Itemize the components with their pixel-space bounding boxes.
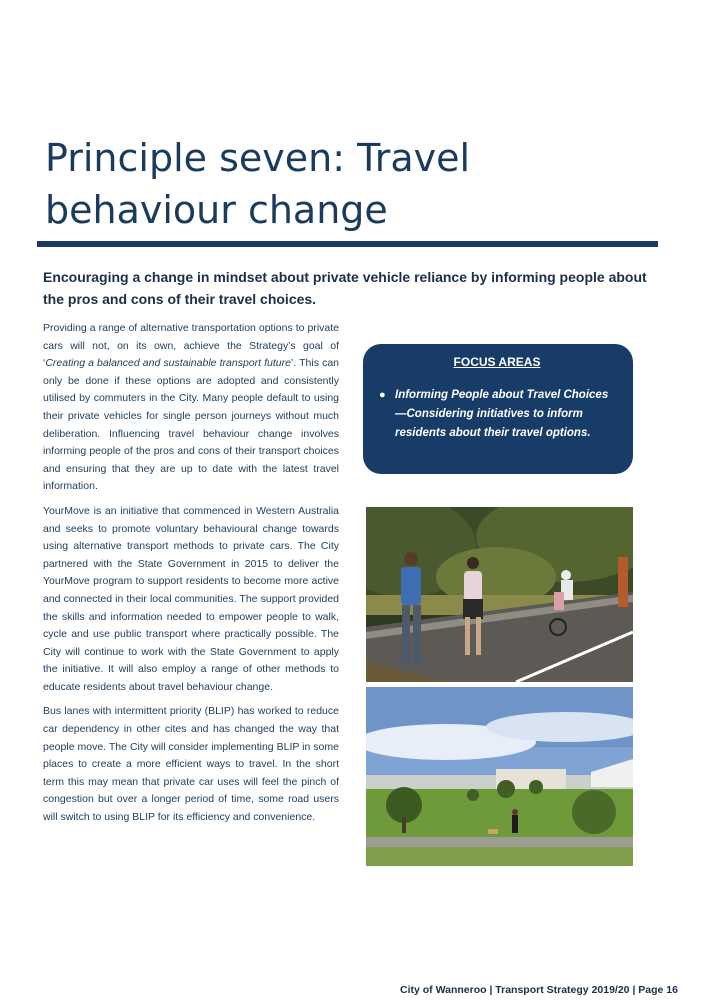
focus-area-item — [377, 386, 617, 443]
title-divider — [37, 241, 658, 247]
paragraph-1-text-end: ’. This can only be done if these options are adopted and consistently utilised by commuters in the City. Many people default to using their private vehicles for single person journeys without much deliberation. Influencing travel behaviour change involves informing people of the pros and cons of their transport choices and ensuring that they are up to date with the latest travel information. — [43, 357, 339, 493]
paragraph-1-text-start: Providing a range of alternative transportation options to private cars will not, on its own, achieve the Strategy’s goal of ‘ — [43, 322, 339, 370]
page-title: Principle seven: Travel behaviour change — [45, 136, 471, 232]
photo-park-with-trees — [366, 687, 633, 866]
focus-areas-title: FOCUS AREAS — [453, 355, 541, 369]
body-paragraph-1 — [43, 320, 339, 496]
strategy-goal-quote: Creating a balanced and sustainable transport future — [45, 357, 291, 370]
bullet-icon: ● — [379, 389, 386, 401]
page-footer: City of Wanneroo | Transport Strategy 2019/20 | Page 16 — [400, 984, 678, 996]
page-subtitle: Encouraging a change in mindset about private vehicle reliance by informing people about the pros and cons of their travel choices. — [43, 269, 647, 307]
body-text-column — [43, 320, 339, 834]
focus-area-text: Informing People about Travel Choices—Considering initiatives to inform residents about their travel options. — [395, 389, 609, 439]
body-paragraph-3: Bus lanes with intermittent priority (BLIP) has worked to reduce car dependency in other cites and has changed the way that people move. The City will consider implementing BLIP in some places to create a more efficient ways to travel. In the short term this may mean that private car uses will feel the pinch of congestion but over a longer period of time, some road users will switch to using BLIP for its efficiency and convenience. — [43, 705, 339, 824]
body-paragraph-2: YourMove is an initiative that commenced in Western Australia and seeks to promote voluntary behavioural change towards using alternative transport methods to private cars. The City partnered with the State Government in 2015 to deliver the YourMove program to support residents to become more active and connected in their local communities. The support provided the skills and information needed to empower people to walk, cycle and use public transport where practically possible. The City will continue to work with the State Government to apply the initiative. It will also employ a range of other methods to educate residents about travel behaviour change. — [43, 504, 339, 693]
focus-areas-box — [363, 344, 633, 474]
photo-people-walking-cycling — [366, 507, 633, 682]
